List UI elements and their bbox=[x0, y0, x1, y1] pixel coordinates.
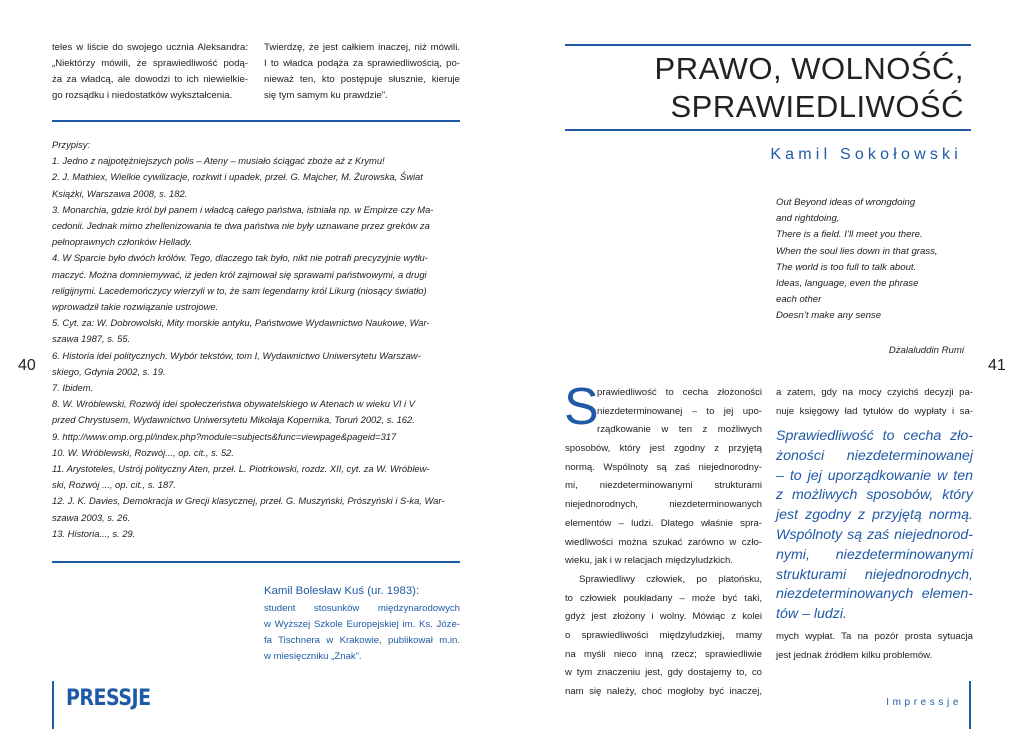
poem-line: and rightdoing, bbox=[776, 213, 840, 225]
bio-line: fa Tischnera w Krakowie, publikował m.in. bbox=[264, 635, 460, 646]
title-bottom-rule bbox=[565, 129, 971, 131]
poem-line: each other bbox=[776, 294, 822, 306]
text-line: Twierdzę, że jest całkiem inaczej, niż mówili. bbox=[264, 42, 460, 53]
poem-line: There is a field. I’ll meet you there. bbox=[776, 229, 923, 241]
pressje-logo: PRESSJE bbox=[66, 685, 151, 711]
notes-bottom-rule bbox=[52, 561, 460, 563]
footnote-line: 7. Ibidem. bbox=[52, 382, 94, 394]
pull-quote-line: jest zgodny z przyjętą normą. bbox=[776, 507, 973, 524]
article-author: Kamil Sokołowski bbox=[770, 146, 962, 163]
pull-quote-line: żoności niezdeterminowanej bbox=[776, 447, 973, 464]
title-top-rule bbox=[565, 44, 971, 46]
text-line: wiedliwości można szukać zarówno w czło- bbox=[565, 536, 762, 548]
poem-line: When the soul lies down in that grass, bbox=[776, 245, 938, 257]
footnote-line: 5. Cyt. za: W. Dobrowolski, Mity morskie antyku, Państwowe Wydawnictwo Naukowe, War- bbox=[52, 317, 430, 329]
text-line: nuje księgowy ład tytułów do wypłaty i sa- bbox=[776, 405, 973, 417]
left-top-column-2 bbox=[264, 40, 460, 104]
bio-name: Kamil Bolesław Kuś (ur. 1983): bbox=[264, 585, 420, 597]
footnotes-heading: Przypisy: bbox=[52, 139, 91, 150]
bio-line: student stosunków międzynarodowych bbox=[264, 603, 460, 614]
notes-top-rule bbox=[52, 120, 460, 122]
text-line: normą. Wspólnoty są zaś niejednorodny- bbox=[565, 461, 762, 473]
text-line: rządkowanie w ten z możliwych bbox=[597, 424, 762, 436]
magazine-name-footer: Impressje bbox=[886, 697, 962, 708]
footnote-line: 3. Monarchia, gdzie król był panem i władcą całego państwa, istniała np. w Empirze czy Ma- bbox=[52, 203, 434, 215]
text-line: Sprawiedliwy człowiek, po platońsku, bbox=[579, 573, 762, 585]
text-line: wieku, jak i w relacjach międzyludzkich. bbox=[565, 555, 733, 567]
left-top-column-1 bbox=[52, 40, 248, 104]
footnote-line: szawa 1987, s. 55. bbox=[52, 333, 131, 345]
pull-quote-line: Sprawiedliwość to cecha zło- bbox=[776, 428, 973, 444]
pull-quote-line: tów – ludzi. bbox=[776, 606, 847, 623]
footnote-line: przed Chrystusem, Wydawnictwo Uniwersytetu Mikołaja Kopernika, Toruń 2002, s. 162. bbox=[52, 414, 415, 426]
footnote-line: skiego, Gdynia 2002, s. 19. bbox=[52, 365, 166, 377]
body-column-2-bottom bbox=[776, 628, 973, 665]
footnote-line: 12. J. K. Davies, Demokracja w Grecji klasycznej, przeł. G. Muszyński, Prószyński i S-ka, War- bbox=[52, 495, 445, 507]
footnote-line: szawa 2003, s. 26. bbox=[52, 511, 131, 523]
footnote-line: 6. Historia idei politycznych. Wybór tekstów, tom I, Wydawnictwo Uniwersytetu Warszaw- bbox=[52, 349, 421, 361]
text-line: się tym samym ku prawdzie”. bbox=[264, 90, 388, 101]
bio-line: w Wyższej Szkole Europejskiej im. Ks. Józe- bbox=[264, 619, 460, 630]
text-line: teles w liście do swojego ucznia Aleksandra: bbox=[52, 42, 248, 53]
text-line: go rozsądku i niedostatków wykształcenia. bbox=[52, 90, 233, 101]
text-line: gdyż jest złożony i wolny. Mówiąc z kolei bbox=[565, 611, 762, 623]
article-title bbox=[655, 50, 964, 126]
poem-line: Out Beyond ideas of wrongdoing bbox=[776, 197, 916, 208]
footnote-line: wprowadził takie rozwiązanie ustrojowe. bbox=[52, 301, 219, 313]
footnote-line: ski, Rozwój ..., op. cit., s. 187. bbox=[52, 479, 177, 491]
footer-left-rule bbox=[52, 681, 54, 729]
footnote-line: 13. Historia..., s. 29. bbox=[52, 527, 136, 539]
text-line: sposobów, który jest zgodny z przyjętą bbox=[565, 443, 762, 454]
pull-quote-line: strukturami niejednorodnych, bbox=[776, 566, 973, 583]
text-line: nam się należy, choć mogłoby być inaczej, bbox=[565, 686, 762, 698]
pull-quote-line: z możliwych sposobów, który bbox=[776, 487, 973, 504]
page-number-left: 40 bbox=[18, 357, 36, 374]
footnote-line: 8. W. Wróblewski, Rozwój idei społeczeństwa obywatelskiego w Atenach w wieku VI i V bbox=[52, 398, 415, 410]
body-intro bbox=[597, 384, 762, 440]
text-line: niejednorodnych, niezdeterminowanych bbox=[565, 499, 762, 511]
body-column-1 bbox=[565, 440, 762, 702]
text-line: o sprawiedliwości międzyludzkiej, mamy bbox=[565, 630, 762, 642]
poem-line: The world is too full to talk about. bbox=[776, 261, 917, 273]
text-line: mych wypłat. Ta na pozór prosta sytuacja bbox=[776, 631, 973, 642]
text-line: niezdeterminowanej – to jej upo- bbox=[597, 405, 762, 417]
pull-quote bbox=[776, 427, 973, 625]
footnote-line: 4. W Sparcie było dwóch królów. Tego, dlaczego tak było, nikt nie potrafi precyzyjnie wytłu- bbox=[52, 252, 428, 264]
text-line: elementów – ludzi. Dlatego właśnie spra- bbox=[565, 517, 762, 529]
footnote-line: pełnoprawnych członków Hellady. bbox=[52, 236, 193, 248]
text-line: jest jednak źródłem kilku problemów. bbox=[776, 649, 933, 661]
epigraph-author: Dżalaluddin Rumi bbox=[888, 345, 964, 356]
pull-quote-line: niezdeterminowanych elemen- bbox=[776, 586, 973, 603]
page-number-right: 41 bbox=[988, 357, 1006, 374]
body-column-2-top bbox=[776, 384, 973, 421]
footnote-line: Książki, Warszawa 2008, s. 182. bbox=[52, 187, 188, 199]
footnote-line: 11. Arystoteles, Ustrój polityczny Aten, przeł. L. Piotrkowski, rozdz. XII, cyt. za W. Wróblew- bbox=[52, 463, 430, 475]
text-line: nieważ ten, kto postępuje słusznie, kieruje bbox=[264, 74, 460, 85]
text-line: ża za władcą, ale dowodzi to ich niewielkie- bbox=[52, 74, 248, 85]
footer-right-rule bbox=[969, 681, 971, 729]
footnote-line: 2. J. Mathiex, Wielkie cywilizacje, rozkwit i upadek, przeł. G. Majcher, M. Żurowska, Świat bbox=[52, 171, 423, 183]
text-line: to człowiek poukładany – może być taki, bbox=[565, 592, 762, 604]
text-line: na myśli nieco inną rzecz; sprawiedliwie bbox=[565, 648, 762, 660]
title-line: SPRAWIEDLIWOŚĆ bbox=[670, 89, 964, 124]
poem-line: Ideas, language, even the phrase bbox=[776, 278, 919, 290]
text-line: prawiedliwość to cecha złożoności bbox=[597, 387, 762, 398]
author-bio bbox=[264, 583, 460, 665]
footnote-line: 10. W. Wróblewski, Rozwój..., op. cit., s. 52. bbox=[52, 446, 234, 458]
pull-quote-line: – to jej uporządkowanie w ten bbox=[776, 467, 973, 484]
pull-quote-line: nymi, niezdeterminowanymi bbox=[776, 546, 973, 563]
footnote-line: 1. Jedno z najpotężniejszych polis – Ateny – musiało ściągać zboże aż z Krymu! bbox=[52, 155, 385, 167]
footnote-line: 9. http://www.omp.org.pl/index.php?module=subjects&func=viewpage&pageid=317 bbox=[52, 430, 397, 442]
footnote-line: cedonii. Jednak mimo zhellenizowania te dwa państwa nie były uznawane przez greków za bbox=[52, 220, 430, 232]
footnote-line: maczyć. Można domniemywać, iż jeden król zajmował się sprawami państwowymi, a drugi bbox=[52, 268, 427, 280]
poem-line: Doesn’t make any sense bbox=[776, 310, 882, 322]
title-line: PRAWO, WOLNOŚĆ, bbox=[654, 51, 964, 86]
text-line: w tym znaczeniu jest, gdy dostajemy to, co bbox=[565, 667, 762, 679]
footnotes bbox=[52, 137, 459, 542]
text-line: mi, niezdeterminowanymi strukturami bbox=[565, 480, 762, 492]
drop-cap: S bbox=[564, 378, 599, 436]
bio-line: w miesięczniku „Znak”. bbox=[264, 651, 362, 662]
epigraph-poem bbox=[776, 195, 938, 325]
text-line: a zatem, gdy na mocy czyichś decyzji pa- bbox=[776, 387, 973, 398]
pull-quote-line: Wspólnoty są zaś niejednorod- bbox=[776, 526, 973, 543]
text-line: I to władca podąża za sprawiedliwością, po- bbox=[264, 58, 460, 69]
footnote-line: religijnymi. Lacedemończycy wierzyli w to, że sam legendarny król Likurg (niosący światło) bbox=[52, 284, 427, 296]
text-line: „Niektórzy mówili, że sprawiedliwość podą- bbox=[52, 58, 248, 69]
